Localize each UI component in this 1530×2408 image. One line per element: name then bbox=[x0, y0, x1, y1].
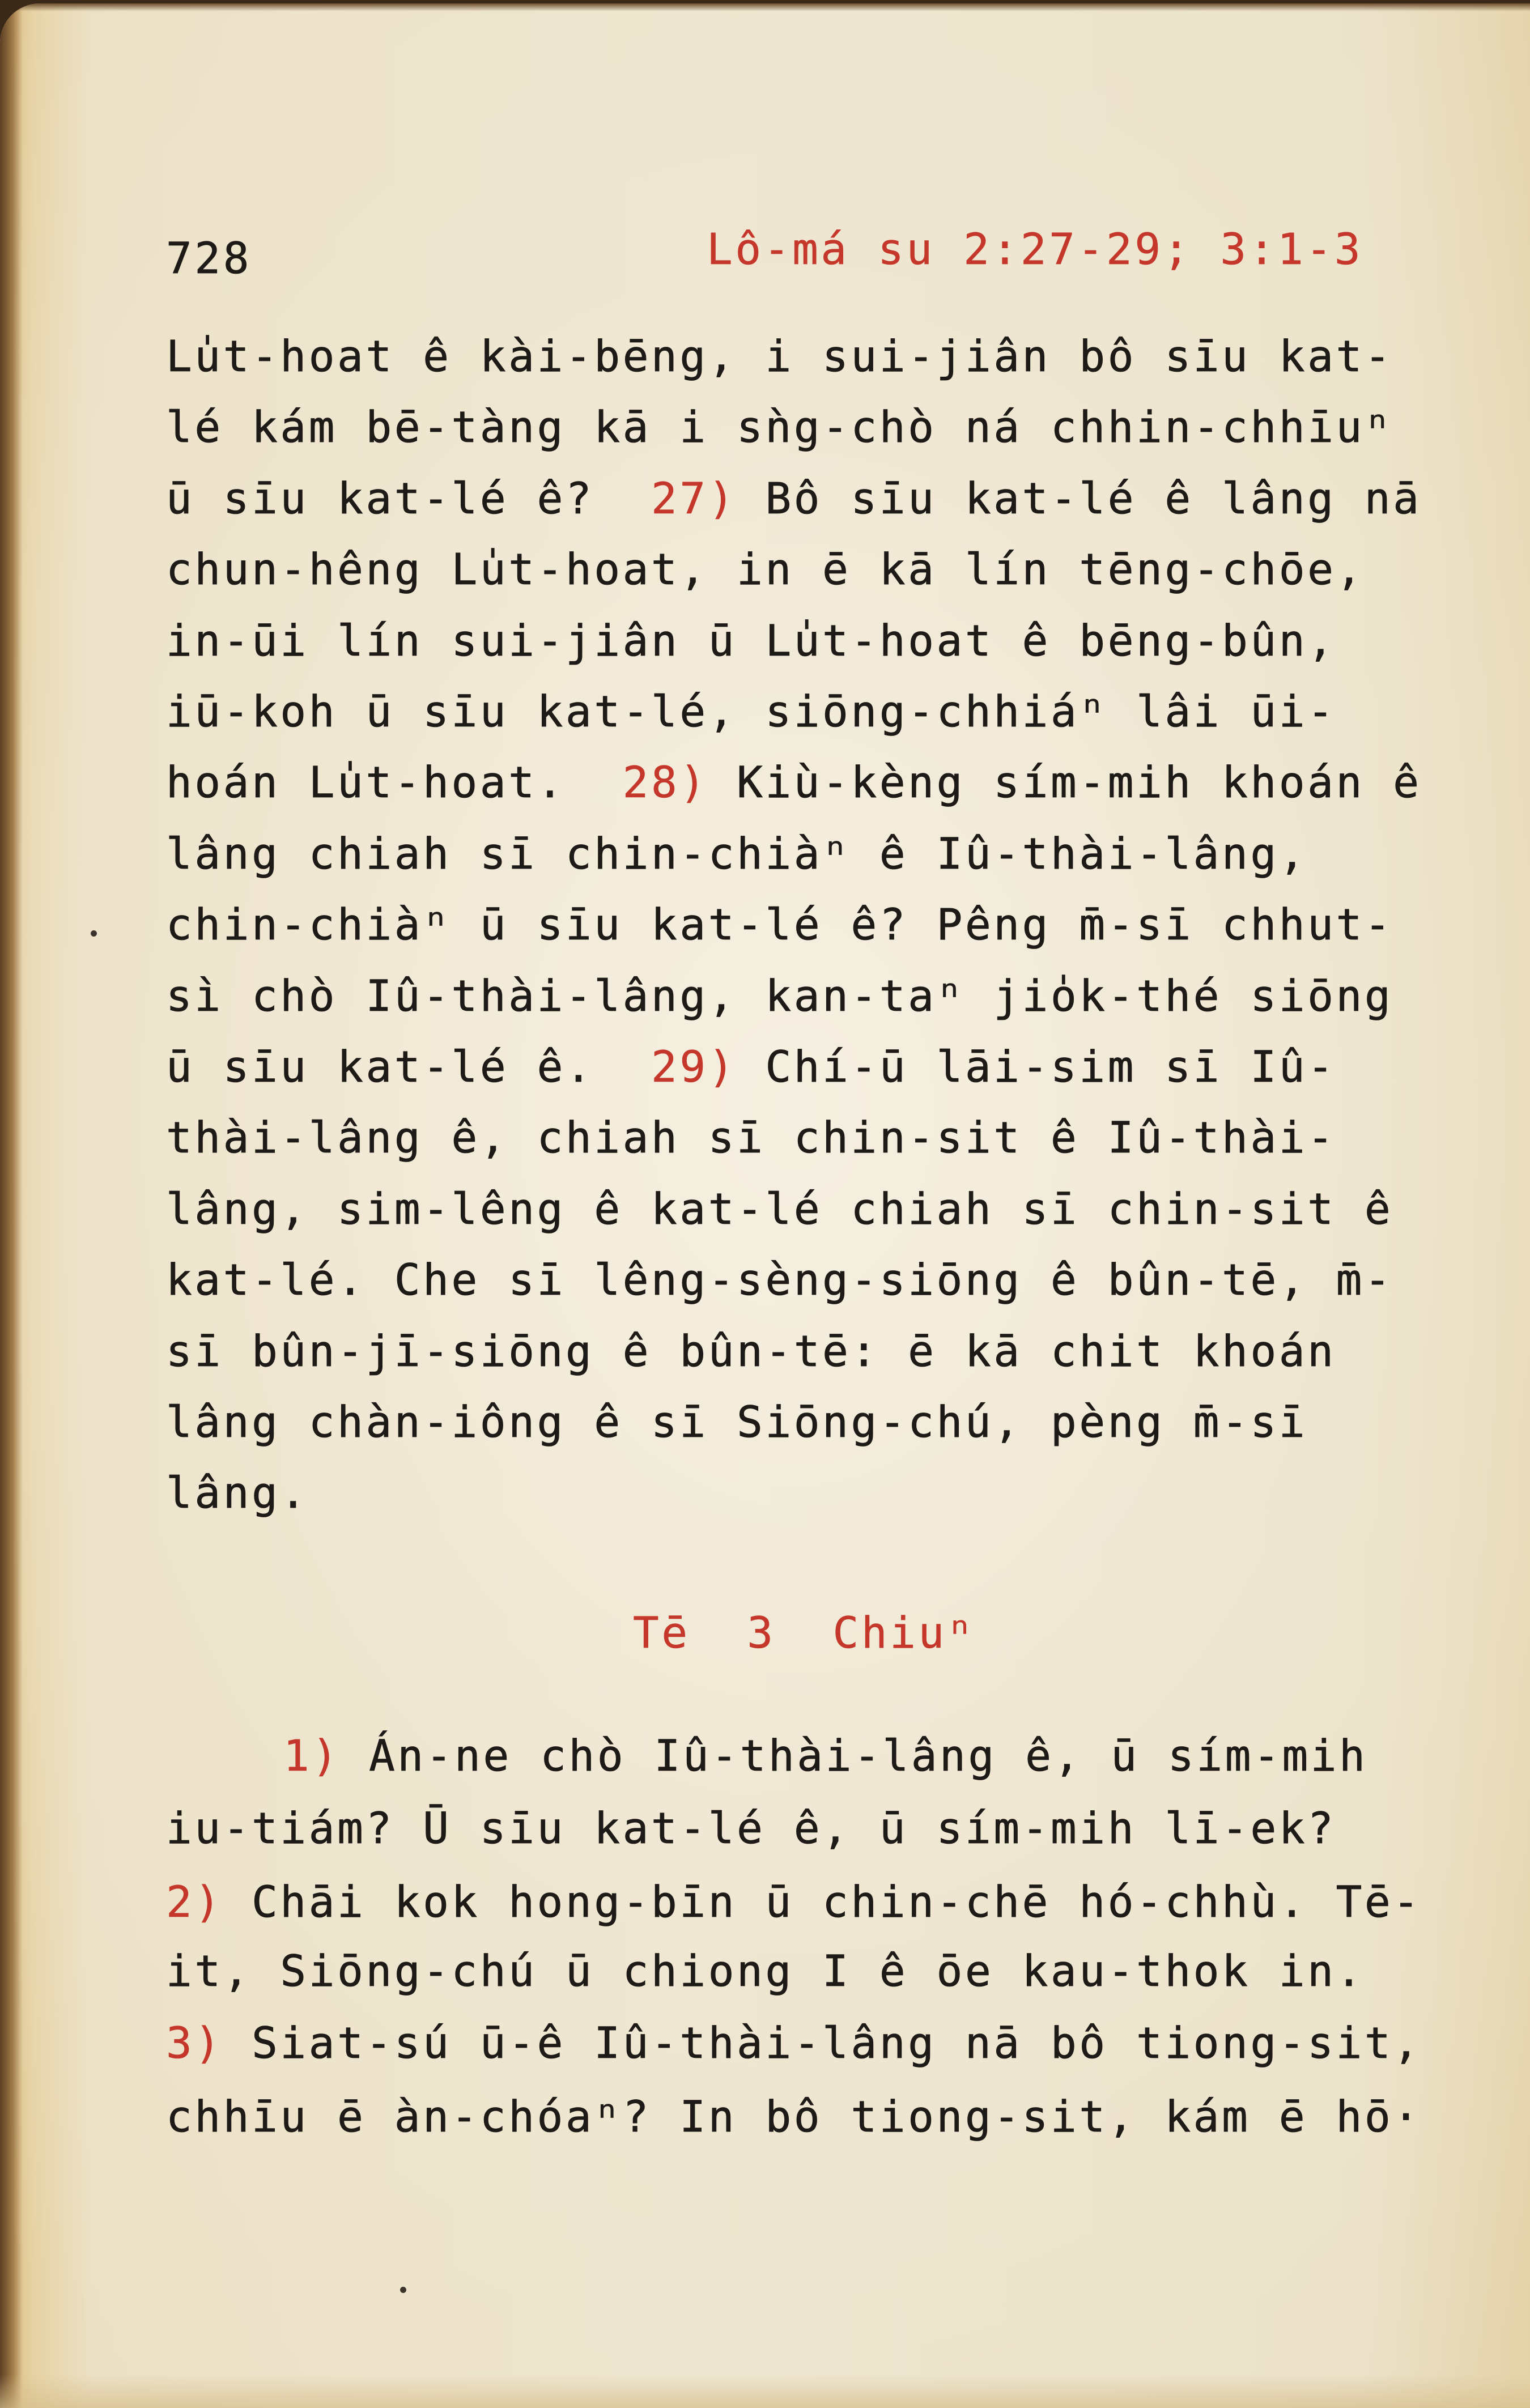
text-line: chun-hêng Lu̍t-hoat, in ē kā lín tēng-chōe, bbox=[166, 544, 1365, 594]
verse-number: 29) bbox=[651, 1041, 737, 1092]
line-text: Chí-ū lāi-sim sī Iû- bbox=[765, 1041, 1336, 1092]
text-line bbox=[166, 463, 1422, 534]
verse-number: 2) bbox=[166, 1877, 223, 1927]
line-text: Siat-sú ū-ê Iû-thài-lâng nā bô tiong-sit, bbox=[252, 2018, 1422, 2068]
text-line: iu-tiám? Ū sīu kat-lé ê, ū sím-mih lī-ek? bbox=[166, 1803, 1336, 1853]
line-text: ū sīu kat-lé ê. bbox=[166, 1041, 594, 1092]
text-line: in-ūi lín sui-jiân ū Lu̍t-hoat ê bēng-bûn, bbox=[166, 615, 1336, 666]
line-text: hoán Lu̍t-hoat. bbox=[166, 757, 566, 807]
text-line bbox=[166, 1031, 1336, 1103]
line-text: Bô sīu kat-lé ê lâng nā bbox=[765, 473, 1422, 524]
text-line: thài-lâng ê, chiah sī chin-sit ê Iû-thài- bbox=[166, 1112, 1336, 1163]
text-line: lâng. bbox=[166, 1467, 309, 1518]
text-line: lé kám bē-tàng kā i sǹg-chò ná chhin-chhīuⁿ bbox=[166, 402, 1393, 452]
text-line: lâng, sim-lêng ê kat-lé chiah sī chin-sit ê bbox=[166, 1184, 1393, 1234]
text-line: kat-lé. Che sī lêng-sèng-siōng ê bûn-tē, m̄- bbox=[166, 1254, 1393, 1305]
line-text: ū sīu kat-lé ê? bbox=[166, 473, 594, 524]
text-line: sì chò Iû-thài-lâng, kan-taⁿ jio̍k-thé siōng bbox=[166, 971, 1393, 1021]
page-gutter-shadow bbox=[0, 3, 23, 2408]
verse-number: 27) bbox=[651, 473, 737, 524]
text-line: sī bûn-jī-siōng ê bûn-tē: ē kā chit khoán bbox=[166, 1326, 1336, 1376]
line-text: Án-ne chò Iû-thài-lâng ê, ū sím-mih bbox=[369, 1730, 1368, 1781]
text-line: lâng chiah sī chin-chiàⁿ ê Iû-thài-lâng, bbox=[166, 828, 1308, 879]
verse-number: 3) bbox=[166, 2018, 223, 2068]
verse-number: 28) bbox=[622, 757, 708, 807]
text-line: Lu̍t-hoat ê kài-bēng, i sui-jiân bô sīu kat- bbox=[166, 331, 1393, 381]
running-head: Lô-má su 2:27-29; 3:1-3 bbox=[707, 224, 1363, 274]
text-line: lâng chàn-iông ê sī Siōng-chú, pèng m̄-sī bbox=[166, 1397, 1308, 1447]
line-text: Kiù-kèng sím-mih khoán ê bbox=[737, 757, 1422, 807]
book-page bbox=[0, 3, 1530, 2408]
line-text: Chāi kok hong-bīn ū chin-chē hó-chhù. Tē- bbox=[252, 1877, 1422, 1927]
text-line bbox=[166, 1866, 1422, 1938]
text-line bbox=[283, 1720, 1368, 1792]
text-line: it, Siōng-chú ū chiong I ê ōe kau-thok in. bbox=[166, 1946, 1365, 1996]
ink-speck bbox=[400, 2287, 406, 2293]
verse-number: 1) bbox=[283, 1730, 341, 1781]
page-bottom-edge bbox=[0, 2374, 1530, 2408]
page-number: 728 bbox=[166, 233, 252, 283]
text-line: chhīu ē àn-chóaⁿ? In bô tiong-sit, kám ē hō· bbox=[166, 2091, 1422, 2142]
text-line bbox=[166, 2007, 1422, 2079]
text-line: chin-chiàⁿ ū sīu kat-lé ê? Pêng m̄-sī chhut- bbox=[166, 899, 1393, 950]
text-line: iū-koh ū sīu kat-lé, siōng-chhiáⁿ lâi ūi- bbox=[166, 686, 1336, 737]
text-line bbox=[166, 747, 1422, 818]
chapter-heading: Tē 3 Chiuⁿ bbox=[633, 1607, 976, 1658]
page-top-edge bbox=[0, 3, 1530, 11]
ink-speck bbox=[91, 930, 97, 937]
